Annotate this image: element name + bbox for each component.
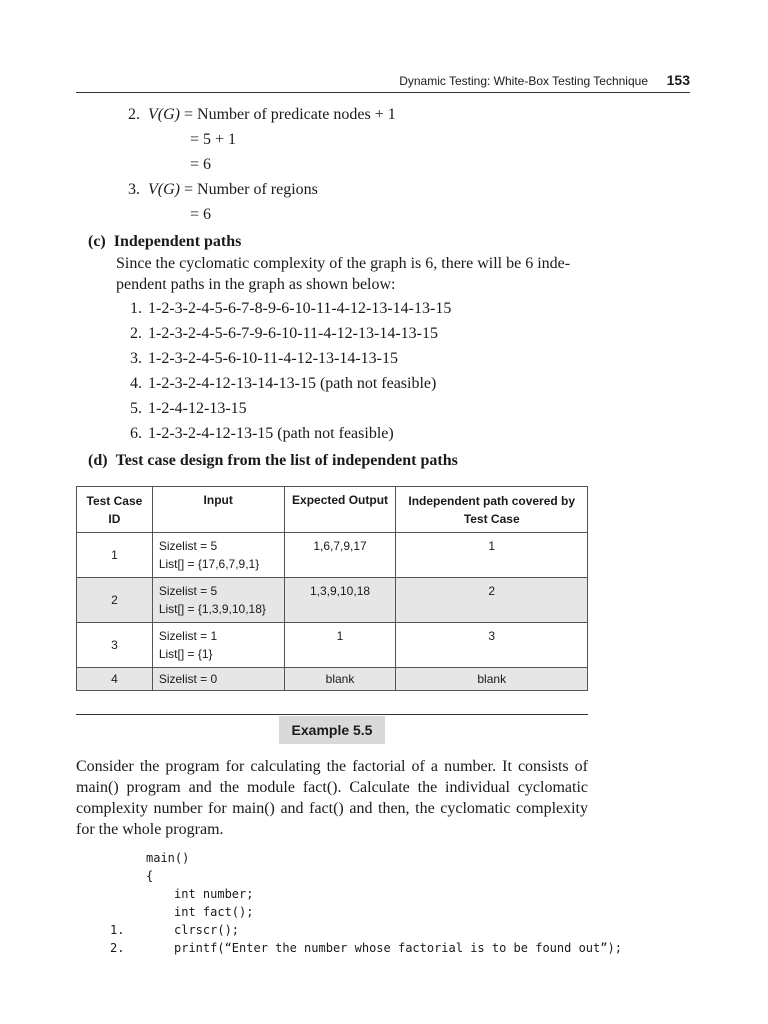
header-expected-output: Expected Output bbox=[284, 487, 396, 533]
section-c-text-line2: pendent paths in the graph as shown below: bbox=[116, 276, 396, 293]
cell-input-line2: List[] = {1,3,9,10,18} bbox=[158, 602, 266, 616]
code-open-brace: { bbox=[146, 869, 154, 883]
path-number: 1. bbox=[130, 300, 142, 317]
code-clrscr: clrscr(); bbox=[174, 923, 240, 937]
vg-item-2-lhs: V(G) bbox=[148, 106, 180, 123]
header-id-line2: ID bbox=[108, 511, 121, 526]
cell-input bbox=[152, 533, 284, 578]
cell-path: 2 bbox=[396, 578, 588, 623]
code-line-number: 2. bbox=[110, 941, 125, 955]
section-c-label: (c) bbox=[88, 233, 106, 250]
path-item bbox=[130, 399, 247, 419]
section-d-title: Test case design from the list of independent paths bbox=[115, 452, 458, 469]
vg-item-2-step2: = 6 bbox=[190, 156, 212, 173]
code-main: main() bbox=[146, 851, 190, 865]
cell-expected: 1,3,9,10,18 bbox=[284, 578, 396, 623]
table-row bbox=[77, 533, 588, 578]
cell-id: 2 bbox=[77, 578, 153, 623]
section-c-title: Independent paths bbox=[113, 233, 242, 250]
test-case-table bbox=[76, 486, 588, 691]
cell-input bbox=[152, 623, 284, 668]
cell-expected: 1,6,7,9,17 bbox=[284, 533, 396, 578]
vg-item-3-lhs: V(G) bbox=[148, 181, 180, 198]
cell-expected: blank bbox=[284, 668, 396, 691]
vg-item-3-number: 3. bbox=[128, 181, 140, 198]
example-paragraph: Consider the program for calculating the factorial of a number. It consists of main() program and the module fact(). Calculate the individual cyclomatic complexity number for main() and fact() and then, the cyclomatic complexity for the whole program. bbox=[76, 758, 588, 838]
path-item bbox=[130, 299, 451, 319]
vg-item-2-number: 2. bbox=[128, 106, 140, 123]
cell-input bbox=[152, 668, 284, 691]
section-d-heading bbox=[88, 451, 458, 471]
section-c-heading bbox=[88, 232, 241, 252]
cell-input bbox=[152, 578, 284, 623]
path-text: 1-2-3-2-4-12-13-14-13-15 (path not feasible) bbox=[148, 375, 437, 392]
vg-item-2 bbox=[128, 105, 396, 125]
cell-input-line1: Sizelist = 1 bbox=[158, 629, 218, 643]
path-number: 5. bbox=[130, 400, 142, 417]
code-printf: printf(“Enter the number whose factorial is to be found out”); bbox=[174, 941, 622, 955]
vg-item-3-rhs: = Number of regions bbox=[183, 181, 318, 198]
header-input: Input bbox=[152, 487, 284, 533]
cell-input-line2: List[] = {17,6,7,9,1} bbox=[158, 557, 260, 571]
table-row bbox=[77, 623, 588, 668]
path-item bbox=[130, 374, 436, 394]
cell-path: blank bbox=[396, 668, 588, 691]
table-header-row bbox=[77, 487, 588, 533]
page-number: 153 bbox=[666, 72, 690, 88]
path-text: 1-2-3-2-4-5-6-7-9-6-10-11-4-12-13-14-13-15 bbox=[148, 325, 438, 342]
path-text: 1-2-3-2-4-5-6-10-11-4-12-13-14-13-15 bbox=[148, 350, 398, 367]
vg-item-2-rhs: = Number of predicate nodes + 1 bbox=[183, 106, 396, 123]
code-line-number: 1. bbox=[110, 923, 125, 937]
code-decl-fact: int fact(); bbox=[174, 905, 254, 919]
path-number: 2. bbox=[130, 325, 142, 342]
cell-input-line1: Sizelist = 5 bbox=[158, 584, 218, 598]
running-title: Dynamic Testing: White-Box Testing Technique bbox=[399, 74, 648, 88]
cell-id: 4 bbox=[77, 668, 153, 691]
path-text: 1-2-4-12-13-15 bbox=[148, 400, 247, 417]
cell-path: 1 bbox=[396, 533, 588, 578]
path-item bbox=[130, 324, 438, 344]
path-text: 1-2-3-2-4-12-13-15 (path not feasible) bbox=[148, 425, 394, 442]
path-text: 1-2-3-2-4-5-6-7-8-9-6-10-11-4-12-13-14-13-15 bbox=[148, 300, 452, 317]
table-row bbox=[77, 578, 588, 623]
code-decl-number: int number; bbox=[174, 887, 254, 901]
cell-id: 3 bbox=[77, 623, 153, 668]
vg-item-3-step1: = 6 bbox=[190, 206, 212, 223]
cell-input-line1: Sizelist = 5 bbox=[158, 539, 218, 553]
cell-expected: 1 bbox=[284, 623, 396, 668]
path-number: 4. bbox=[130, 375, 142, 392]
header-test-case-id bbox=[77, 487, 153, 533]
example-title: Example 5.5 bbox=[279, 716, 385, 744]
section-c-text-line1: Since the cyclomatic complexity of the graph is 6, there will be 6 inde- bbox=[116, 255, 571, 272]
cell-input-line2: List[] = {1} bbox=[158, 647, 213, 661]
path-item bbox=[130, 424, 394, 444]
section-divider bbox=[76, 714, 588, 715]
vg-item-2-step1: = 5 + 1 bbox=[190, 131, 237, 148]
header-path-covered bbox=[396, 487, 588, 533]
header-id-line1: Test Case bbox=[86, 493, 143, 508]
path-number: 3. bbox=[130, 350, 142, 367]
header-path-line1: Independent path covered by bbox=[408, 493, 576, 508]
header-path-line2: Test Case bbox=[463, 511, 520, 526]
vg-item-3 bbox=[128, 180, 318, 200]
path-number: 6. bbox=[130, 425, 142, 442]
cell-id: 1 bbox=[77, 533, 153, 578]
running-header bbox=[76, 72, 690, 93]
path-item bbox=[130, 349, 398, 369]
cell-path: 3 bbox=[396, 623, 588, 668]
table-row bbox=[77, 668, 588, 691]
section-d-label: (d) bbox=[88, 452, 108, 469]
cell-input-line1: Sizelist = 0 bbox=[158, 672, 218, 686]
